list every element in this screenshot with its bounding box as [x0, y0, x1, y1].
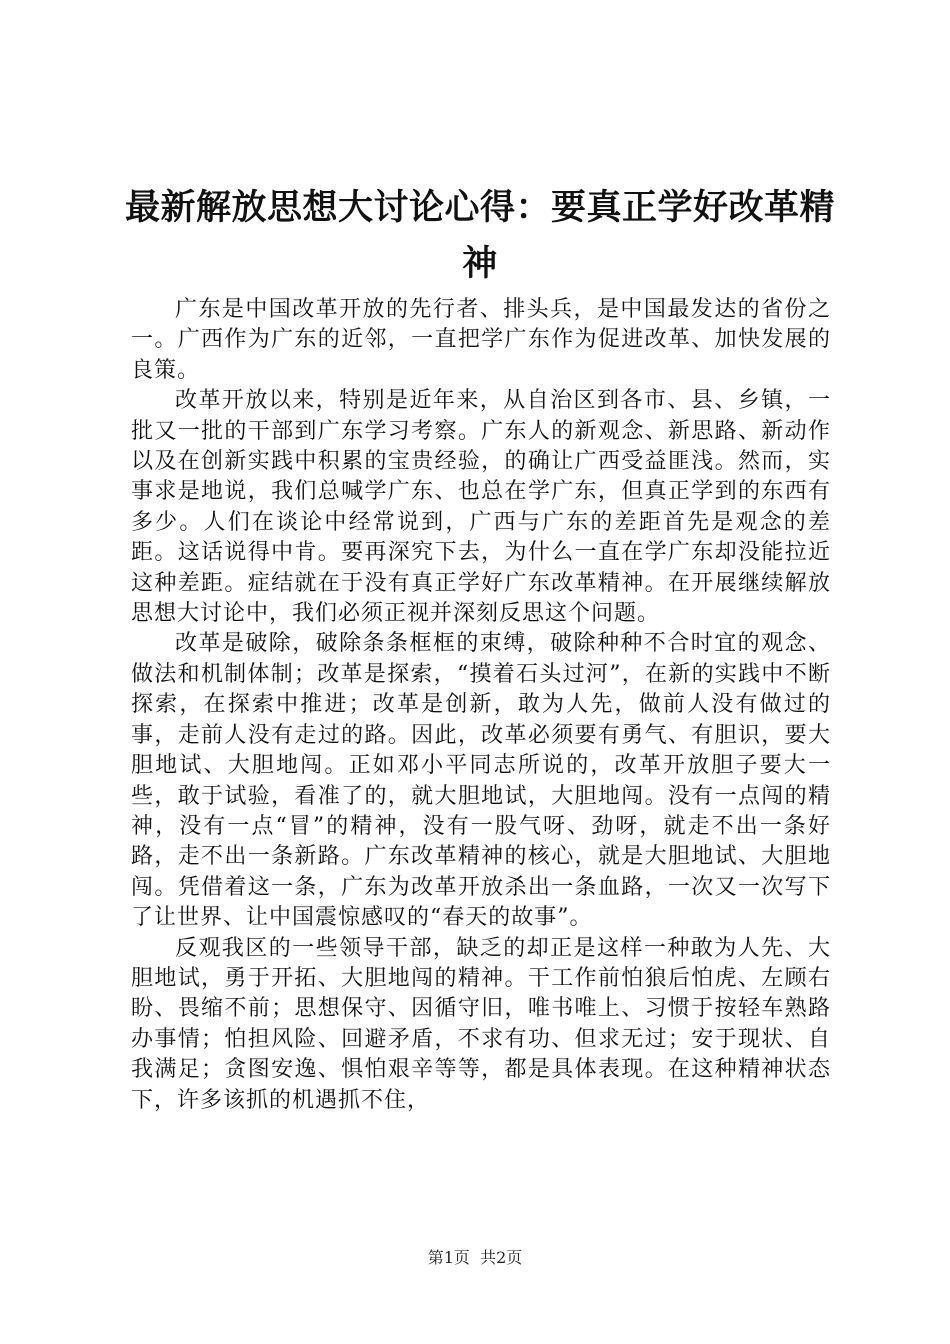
page-number-label: 第1页 共2页 — [427, 1248, 523, 1267]
paragraph: 广东是中国改革开放的先行者、排头兵，是中国最发达的省份之一。广西作为广东的近邻，一直把学广东作为促进改革、加快发展的良策。 — [131, 297, 831, 383]
page-footer — [0, 1245, 950, 1268]
paragraph: 改革是破除，破除条条框框的束缚，破除种种不合时宜的观念、做法和机制体制；改革是探索，“摸着石头过河”，在新的实践中不断探索，在探索中推进；改革是创新，敢为人先，做前人没有做过的事，走前人没有走过的路。因此，改革必须要有勇气、有胆识，要大胆地试、大胆地闯。正如邓小平同志所说的，改革开放胆子要大一些，敢于试验，看准了的，就大胆地试，大胆地闯。没有一点闯的精神，没有一点“冒”的精神，没有一股气呀、劲呀，就走不出一条好路，走不出一条新路。广东改革精神的核心，就是大胆地试、大胆地闯。凭借着这一条，广东为改革开放杀出一条血路，一次又一次写下了让世界、让中国震惊感叹的“春天的故事”。 — [131, 631, 831, 931]
paragraph: 反观我区的一些领导干部，缺乏的却正是这样一种敢为人先、大胆地试，勇于开拓、大胆地闯的精神。干工作前怕狼后怕虎、左顾右盼、畏缩不前；思想保守、因循守旧，唯书唯上、习惯于按轻车熟路办事情；怕担风险、回避矛盾，不求有功、但求无过；安于现状、自我满足；贪图安逸、惧怕艰辛等等，都是具体表现。在这种精神状态下，许多该抓的机遇抓不住， — [131, 935, 831, 1113]
paragraph: 改革开放以来，特别是近年来，从自治区到各市、县、乡镇，一批又一批的干部到广东学习考察。广东人的新观念、新思路、新动作以及在创新实践中积累的宝贵经验，的确让广西受益匪浅。然而，实事求是地说，我们总喊学广东、也总在学广东，但真正学到的东西有多少。人们在谈论中经常说到，广西与广东的差距首先是观念的差距。这话说得中肯。要再深究下去，为什么一直在学广东却没能拉近这种差距。症结就在于没有真正学好广东改革精神。在开展继续解放思想大讨论中，我们必须正视并深刻反思这个问题。 — [131, 388, 831, 627]
document-title: 最新解放思想大讨论心得：要真正学好改革精神 — [124, 187, 835, 284]
document-body — [131, 295, 831, 1116]
